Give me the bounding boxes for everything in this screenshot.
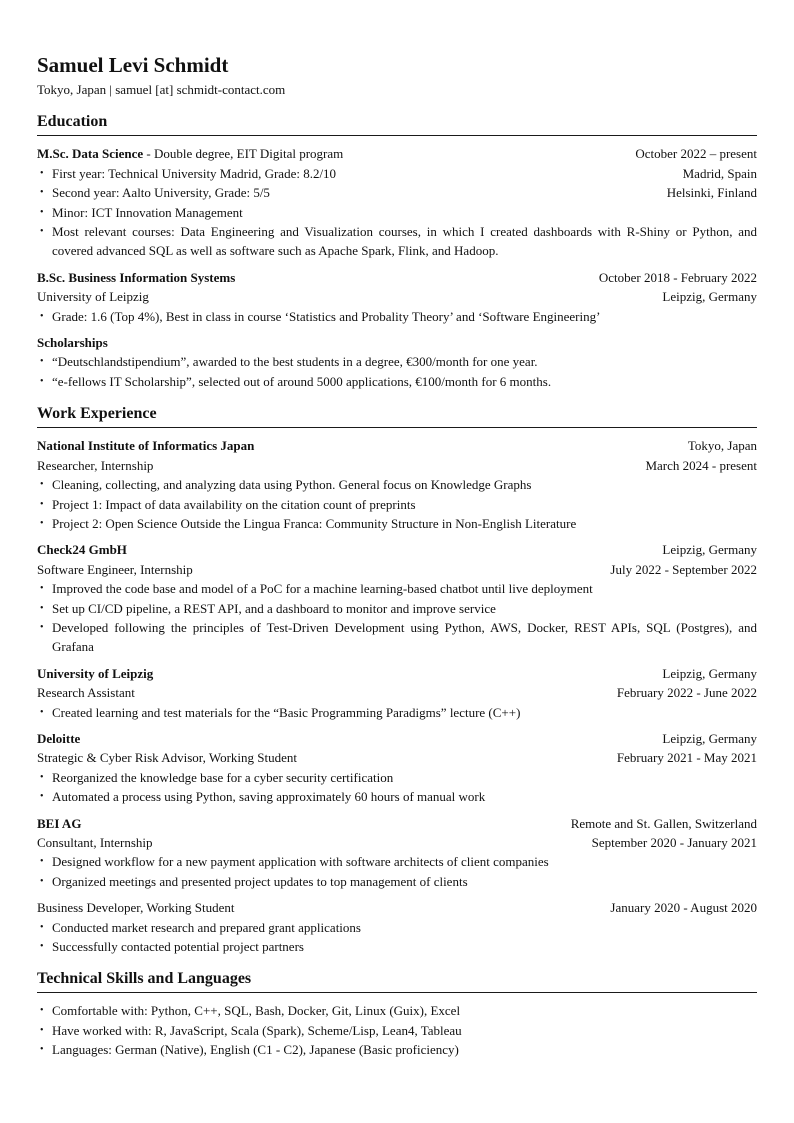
bullet-text: Created learning and test materials for the “Basic Programming Paradigms” lecture (C++): [52, 704, 521, 720]
employer-name: BEI AG: [37, 815, 82, 831]
entry-subheading-row: [37, 898, 757, 917]
employer-name: University of Leipzig: [37, 665, 154, 681]
bullet-text: “e-fellows IT Scholarship”, selected out of around 5000 applications, €100/month for 6 months.: [52, 373, 552, 389]
bullet-item: [37, 599, 757, 618]
entry-heading-row: [37, 333, 757, 352]
entry-location: Leipzig, Germany: [662, 542, 757, 558]
job-title: Research Assistant: [37, 685, 135, 701]
bullet-text: Improved the code base and model of a PoC for a machine learning-based chatbot until live deployment: [52, 581, 593, 597]
entry-subheading-row: [37, 683, 757, 702]
bullet-item: [37, 203, 757, 222]
bullet-item: [37, 1021, 757, 1040]
job-title: Business Developer, Working Student: [37, 900, 235, 916]
section-education: [37, 112, 757, 391]
bullet-item: [37, 495, 757, 514]
bullet-item: [37, 372, 757, 391]
entry-date: July 2022 - September 2022: [610, 561, 757, 577]
bullet-location: Helsinki, Finland: [666, 185, 757, 201]
entry-location: Leipzig, Germany: [662, 730, 757, 746]
entry-location: Leipzig, Germany: [662, 665, 757, 681]
degree-name: M.Sc. Data Science: [37, 146, 144, 162]
bullet-item: [37, 579, 757, 598]
degree-name: B.Sc. Business Information Systems: [37, 269, 236, 285]
bullet-item: [37, 618, 757, 657]
bullet-item: [37, 1040, 757, 1059]
entry-heading-row: [37, 664, 757, 683]
bullet-item: [37, 183, 757, 202]
bullet-location: Madrid, Spain: [682, 165, 757, 181]
bullet-item: [37, 352, 757, 371]
bullet-list: [37, 307, 757, 326]
bullet-text: Set up CI/CD pipeline, a REST API, and a dashboard to monitor and improve service: [52, 600, 496, 616]
entry-date: September 2020 - January 2021: [591, 835, 757, 850]
entry-subheading-row: [37, 833, 757, 852]
bullet-text: Organized meetings and presented project updates to top management of clients: [52, 873, 468, 889]
bullet-item: [37, 937, 757, 956]
bullet-text: “Deutschlandstipendium”, awarded to the best students in a degree, €300/month for one year.: [52, 354, 538, 370]
institution-name: University of Leipzig: [37, 289, 149, 305]
entry-heading-row: [37, 436, 757, 455]
bullet-list: [37, 852, 757, 891]
entry-date: February 2021 - May 2021: [616, 750, 757, 766]
bullet-text: • First year: Technical University Madrid, Grade: 8.2/10: [52, 165, 337, 181]
entry-date: February 2022 - June 2022: [616, 685, 757, 701]
entry-skills: [37, 1001, 757, 1059]
entry-subheading-row: [37, 748, 757, 767]
bullet-text: Minor: ICT Innovation Management: [52, 204, 243, 220]
entry-location: Remote and St. Gallen, Switzerland: [570, 815, 757, 831]
section-title-technical-skills: Technical Skills and Languages: [37, 969, 757, 993]
bullet-item: [37, 787, 757, 806]
bullet-text: Project 1: Impact of data availability on the citation count of preprints: [52, 496, 416, 512]
scholarships-title: Scholarships: [37, 335, 108, 351]
bullet-item: [37, 703, 757, 722]
bullet-item: [37, 475, 757, 494]
job-title: Researcher, Internship: [37, 457, 154, 473]
bullet-text: Developed following the principles of Test-Driven Development using Python, AWS, Docker, REST APIs, SQL (Postgres), and Grafana: [52, 619, 757, 655]
bullet-item: [37, 852, 757, 871]
job-title: Consultant, Internship: [37, 835, 153, 850]
bullet-item: [37, 164, 757, 183]
bullet-item: [37, 872, 757, 891]
bullet-text: Conducted market research and prepared grant applications: [52, 919, 361, 935]
bullet-list: [37, 579, 757, 657]
employer-name: National Institute of Informatics Japan: [37, 438, 255, 454]
entry-heading-row: [37, 268, 757, 287]
bullet-list: [37, 475, 757, 533]
entry-location: Leipzig, Germany: [662, 289, 757, 305]
entry-msc-data-science: [37, 144, 757, 260]
entry-location: Tokyo, Japan: [687, 438, 757, 454]
employer-name: Check24 GmbH: [37, 542, 127, 558]
resume-header: [37, 52, 757, 99]
bullet-text: • Second year: Aalto University, Grade: 5/5: [52, 185, 270, 201]
entry-heading-row: [37, 144, 757, 163]
person-name: Samuel Levi Schmidt: [37, 53, 229, 77]
bullet-item: [37, 768, 757, 787]
entry-scholarships: [37, 333, 757, 391]
entry-date: January 2020 - August 2020: [610, 900, 757, 916]
bullet-text: Comfortable with: Python, C++, SQL, Bash, Docker, Git, Linux (Guix), Excel: [52, 1003, 461, 1019]
contact-line: Tokyo, Japan | samuel [at] schmidt-contact.com: [37, 82, 286, 97]
bullet-list: [37, 703, 757, 722]
entry-bei-ag-business-developer: [37, 898, 757, 956]
entry-date: October 2018 - February 2022: [598, 269, 757, 285]
bullet-text: Cleaning, collecting, and analyzing data using Python. General focus on Knowledge Graphs: [52, 477, 532, 493]
entry-date: October 2022 – present: [635, 146, 757, 162]
bullet-text: Most relevant courses: Data Engineering and Visualization courses, in which I created dashboards with R-Shiny or Python, and covered advanced SQL as well as software such as Apache Spark, Flink, and Hadoop.: [52, 224, 757, 259]
bullet-text: Designed workflow for a new payment application with software architects of client companies: [52, 854, 549, 870]
bullet-item: [37, 1001, 757, 1020]
bullet-text: Project 2: Open Science Outside the Lingua Franca: Community Structure in Non-English Literature: [52, 515, 577, 531]
section-title-work-experience: Work Experience: [37, 404, 757, 428]
bullet-text: Have worked with: R, JavaScript, Scala (Spark), Scheme/Lisp, Lean4, Tableau: [52, 1022, 462, 1038]
entry-bei-ag-consultant: [37, 814, 757, 892]
entry-title: [37, 144, 623, 163]
bullet-text: Automated a process using Python, saving approximately 60 hours of manual work: [52, 789, 486, 805]
entry-bsc-business-information-systems: [37, 268, 757, 326]
job-title: Strategic & Cyber Risk Advisor, Working Student: [37, 750, 297, 766]
employer-name: Deloitte: [37, 730, 81, 746]
bullet-list: [37, 164, 757, 261]
bullet-item: [37, 222, 757, 261]
entry-heading-row: [37, 540, 757, 559]
entry-nii-japan: [37, 436, 757, 533]
entry-check24: [37, 540, 757, 656]
bullet-text: Reorganized the knowledge base for a cyber security certification: [52, 769, 394, 785]
bullet-list: [37, 352, 757, 391]
section-work-experience: [37, 404, 757, 956]
bullet-item: [37, 307, 757, 326]
bullet-text: Languages: German (Native), English (C1 - C2), Japanese (Basic proficiency): [52, 1042, 459, 1058]
entry-subheading-row: [37, 456, 757, 475]
section-title-education: Education: [37, 112, 757, 136]
job-title: Software Engineer, Internship: [37, 561, 193, 577]
bullet-text: Successfully contacted potential project partners: [52, 939, 304, 955]
entry-date: March 2024 - present: [645, 457, 757, 473]
entry-subheading-row: [37, 287, 757, 306]
bullet-item: [37, 918, 757, 937]
bullet-item: [37, 514, 757, 533]
bullet-list: [37, 918, 757, 957]
bullet-text: Grade: 1.6 (Top 4%), Best in class in course ‘Statistics and Probality Theory’ and ‘Software Engineering’: [52, 308, 601, 324]
entry-heading-row: [37, 814, 757, 833]
degree-suffix: - Double degree, EIT Digital program: [143, 146, 344, 162]
entry-deloitte: [37, 729, 757, 807]
entry-heading-row: [37, 729, 757, 748]
bullet-list: [37, 768, 757, 807]
entry-university-of-leipzig: [37, 664, 757, 722]
bullet-list: [37, 1001, 757, 1059]
entry-subheading-row: [37, 560, 757, 579]
section-technical-skills: [37, 969, 757, 1059]
